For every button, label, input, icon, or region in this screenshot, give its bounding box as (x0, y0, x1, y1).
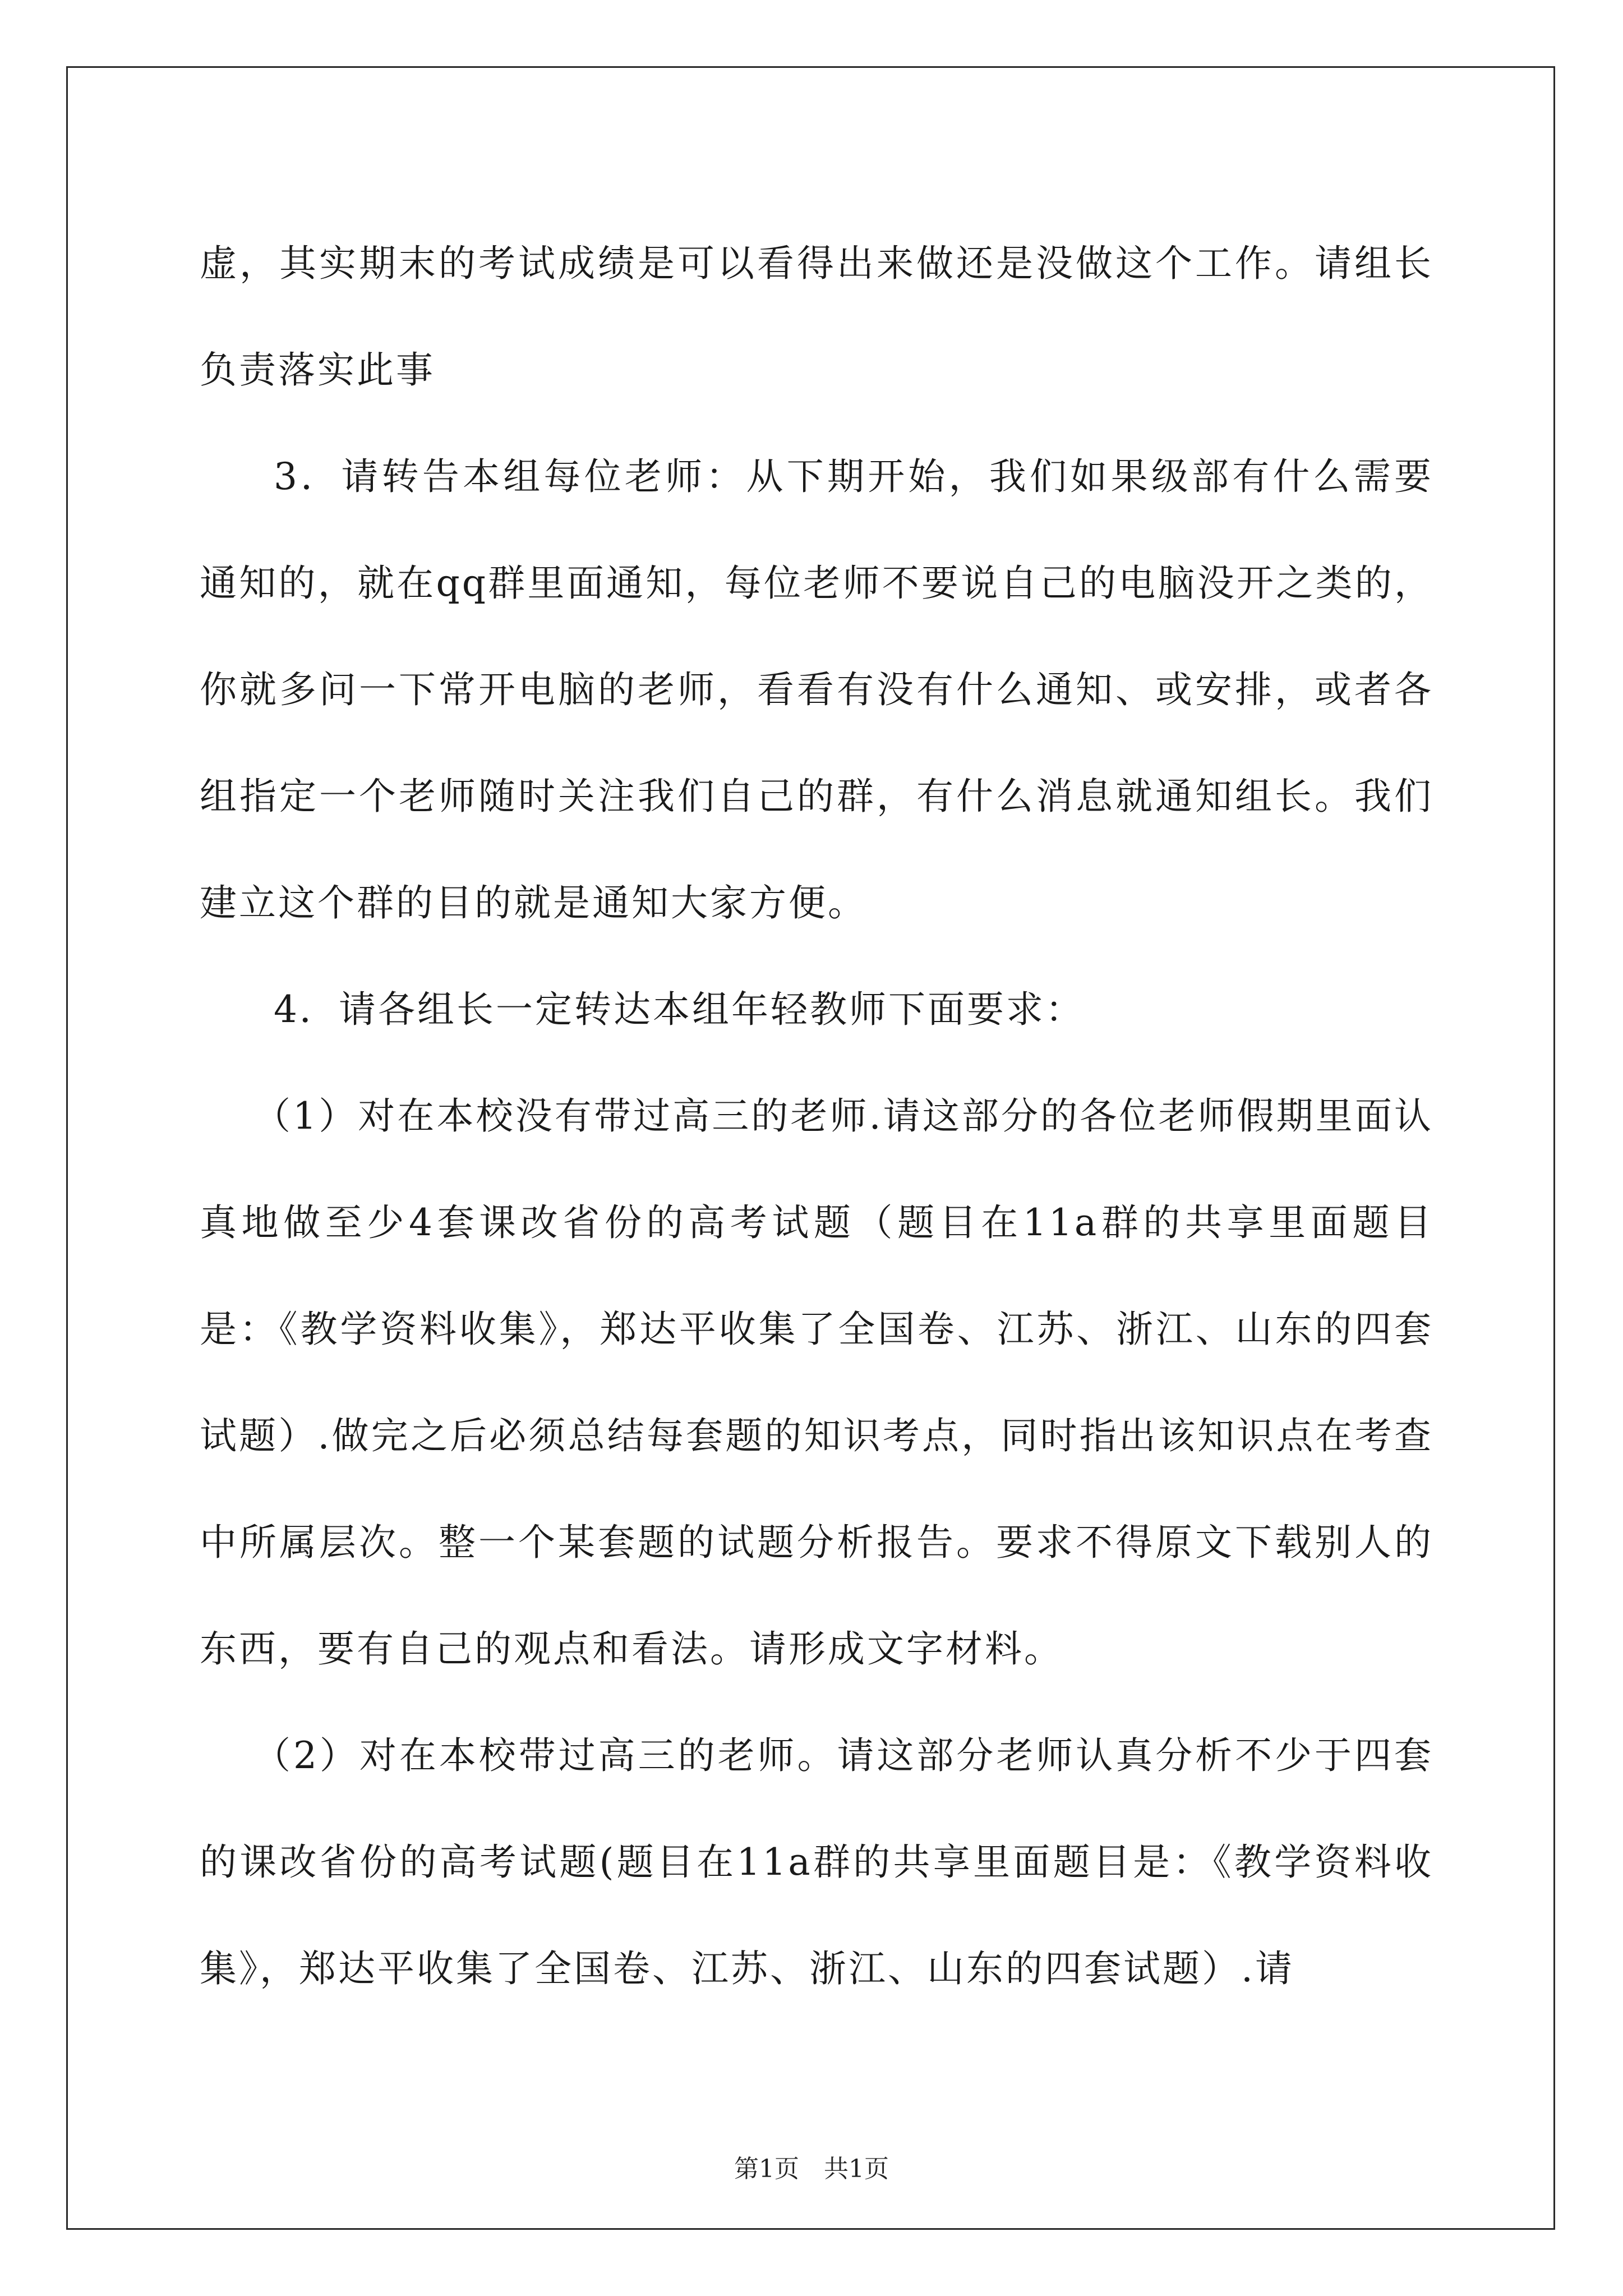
paragraph-4: （1）对在本校没有带过高三的老师.请这部分的各位老师假期里面认真地做至少4套课改省份的高考试题（题目在11a群的共享里面题目是：《教学资料收集》，郑达平收集了全国卷、江苏、浙江、山东的四套试题）.做完之后必须总结每套题的知识考点，同时指出该知识点在考查中所属层次。整一个某套题的试题分析报告。要求不得原文下载别人的东西，要有自己的观点和看法。请形成文字材料。 (200, 1094, 1433, 1671)
paragraph-1: 虚，其实期末的考试成绩是可以看得出来做还是没做这个工作。请组长负责落实此事 (200, 242, 1433, 392)
paragraph-5: （2）对在本校带过高三的老师。请这部分老师认真分析不少于四套的课改省份的高考试题(题目在11a群的共享里面题目是：《教学资料收集》，郑达平收集了全国卷、江苏、浙江、山东的四套试题）.请 (200, 1734, 1433, 1990)
document-body (200, 210, 1433, 2022)
paragraph-3: 4．请各组长一定转达本组年轻教师下面要求： (274, 988, 1085, 1031)
page-footer: 第1页 共1页 (734, 2155, 889, 2183)
paragraph-2: 3．请转告本组每位老师：从下期开始，我们如果级部有什么需要通知的，就在qq群里面通知，每位老师不要说自己的电脑没开之类的，你就多问一下常开电脑的老师，看看有没有什么通知、或安排，或者各组指定一个老师随时关注我们自己的群，有什么消息就通知组长。我们建立这个群的目的就是通知大家方便。 (200, 455, 1433, 924)
